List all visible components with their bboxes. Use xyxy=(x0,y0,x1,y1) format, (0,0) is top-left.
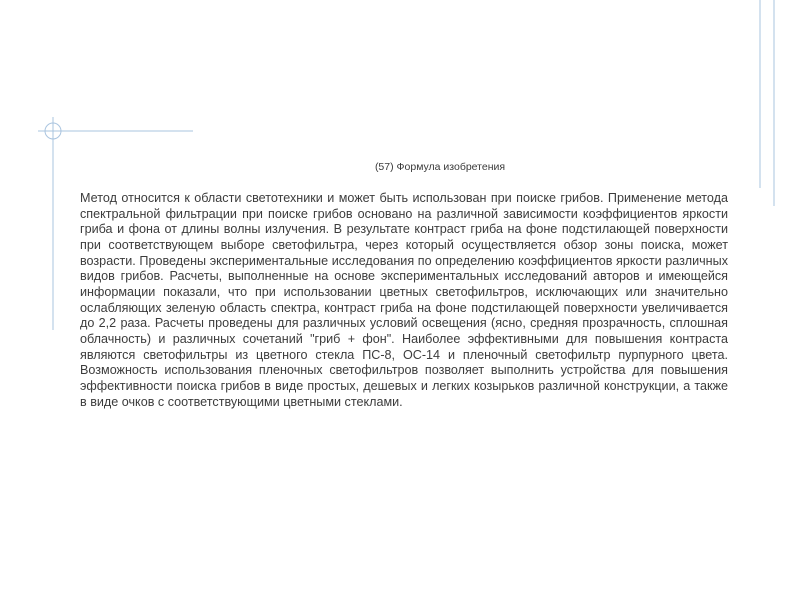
abstract-text: Метод относится к области светотехники и может быть использован при поиске грибов. Применение метода спектральной фильтрации при поиске грибов основано на различной зависимости коэффициентов яркости гриба и фона от длины волны излучения. В результате контраст гриба на фоне подстилающей поверхности при соответствующем выборе светофильтра, через который осуществляется обзор зоны поиска, может возрасти. Проведены экспериментальные исследования по определению коэффициентов яркости различных видов грибов. Расчеты, выполненные на основе экспериментальных исследований авторов и имеющейся информации показали, что при использовании цветных светофильтров, исключающих или значительно ослабляющих зеленую область спектра, контраст гриба на фоне подстилающей поверхности увеличивается до 2,2 раза. Расчеты проведены для различных условий освещения (ясно, средняя прозрачность, сплошная облачность) и различных сочетаний "гриб + фон". Наиболее эффективными для повышения контраста являются светофильтры из цветного стекла ПС-8, ОС-14 и пленочный светофильтр пурпурного цвета. Возможность использования пленочных светофильтров позволяет выполнить устройства для повышения эффективности поиска грибов в виде простых, дешевых и легких козырьков различной конструкции, а также в виде очков с соответствующими цветными стеклами. xyxy=(80,191,728,409)
document-heading: (57) Формула изобретения xyxy=(374,161,506,173)
